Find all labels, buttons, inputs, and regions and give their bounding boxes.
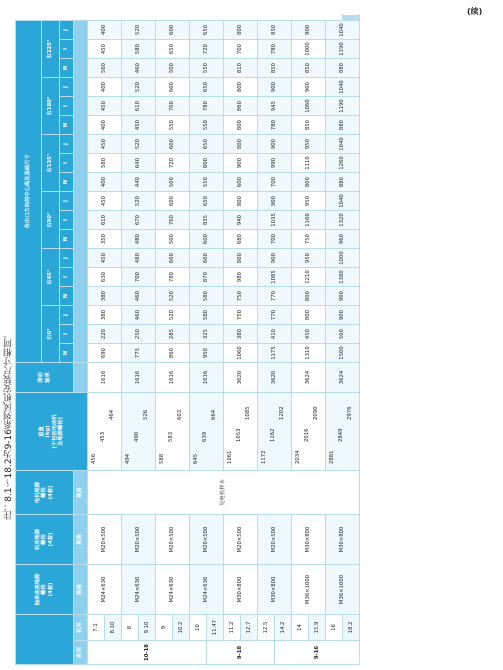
model-number: 10.2 (173, 615, 190, 641)
mass-value: 456 (91, 453, 97, 464)
dimension-value: 380 (88, 287, 122, 306)
rolling-bearing: 1616 (156, 363, 190, 393)
series-label: 10-18 (88, 641, 207, 665)
mass-value: 1061 (227, 450, 233, 464)
dimension-value: 750 (224, 306, 258, 325)
dimension-value: 900 (224, 154, 258, 173)
header-sub: N (60, 59, 74, 78)
dimension-value: 950 (292, 192, 326, 211)
dimension-value: 1040 (326, 20, 360, 39)
header-outlet-dimensions: 各出口方向的中心高及基础尺寸 (16, 20, 42, 362)
dimension-value: 1500 (326, 344, 360, 363)
mass-values (156, 393, 190, 471)
dimension-value: 500 (156, 230, 190, 249)
dimension-value: 520 (122, 78, 156, 97)
dimension-value: 600 (156, 20, 190, 39)
dimension-value: 610 (122, 97, 156, 116)
dimension-value: 520 (156, 306, 190, 325)
rolling-bearing: 1616 (122, 363, 156, 393)
bearing-bolt-spec: M24×630 (88, 565, 122, 615)
dimension-value: 750 (224, 287, 258, 306)
dimension-value: 1085 (258, 268, 292, 287)
dimension-value: 1040 (326, 135, 360, 154)
dimension-value: 630 (88, 268, 122, 287)
dimension-value: 670 (122, 211, 156, 230)
dimension-value: 600 (156, 78, 190, 97)
rolling-bearing: 3624 (326, 363, 360, 393)
table-row (88, 16, 105, 665)
fan-bolt-spec: M20×500 (156, 515, 190, 565)
dimension-value: 700 (258, 230, 292, 249)
fan-bolt-spec: M20×500 (122, 515, 156, 565)
dimension-value: 1260 (326, 154, 360, 173)
dimension-value: 560 (88, 59, 122, 78)
dimension-value: 1040 (326, 192, 360, 211)
rolling-bearing: 1616 (190, 363, 224, 393)
mass-values (88, 393, 122, 471)
dimension-value: 800 (224, 20, 258, 39)
dimension-value: 860 (156, 344, 190, 363)
dimension-value: 1320 (326, 211, 360, 230)
header-brg-blank (74, 363, 88, 393)
dimension-value: 850 (258, 59, 292, 78)
dimension-value: 600 (224, 173, 258, 192)
dimension-value: 1000 (292, 40, 326, 59)
dimension-value: 800 (190, 154, 224, 173)
dimension-value: 850 (292, 59, 326, 78)
fan-bolt-spec: M20×500 (190, 515, 224, 565)
dimension-value: 880 (326, 173, 360, 192)
dimension-value: 945 (258, 97, 292, 116)
dimension-value: 900 (326, 287, 360, 306)
model-number: 9 (156, 615, 173, 641)
mass-value: 2016 (304, 428, 310, 442)
dimension-value: 460 (122, 287, 156, 306)
dimension-value: 220 (88, 325, 122, 344)
mass-value: 2849 (338, 428, 344, 442)
dimension-value: 1035 (258, 211, 292, 230)
header-sub: J (60, 78, 74, 97)
dimension-value: 1175 (258, 344, 292, 363)
dimension-value: 990 (258, 154, 292, 173)
header-mass: 重量 (kg) (不包括电动机 及地脚螺栓) (16, 393, 88, 471)
dimension-value: 900 (292, 20, 326, 39)
dimension-value: 480 (122, 230, 156, 249)
fan-installation-table-rotated (15, 15, 495, 665)
mass-value: 1053 (236, 428, 242, 442)
dimension-value: 550 (190, 59, 224, 78)
table-row (122, 16, 139, 665)
mass-value: 494 (125, 453, 131, 464)
dimension-value: 450 (88, 249, 122, 268)
table-note: 注：8.1～18.2为9-16系列风机安装尺寸相同。 (4, 330, 14, 520)
dimension-value: 700 (258, 173, 292, 192)
model-number: 11.47 (207, 615, 224, 641)
dimension-value: 1060 (224, 344, 258, 363)
series-label: 9-16 (275, 641, 360, 665)
bearing-bolt-spec: M30×800 (258, 565, 292, 615)
dimension-value: 1310 (292, 344, 326, 363)
table-row (224, 16, 241, 665)
dimension-value: 400 (88, 173, 122, 192)
dimension-value: 600 (156, 192, 190, 211)
dimension-value: 520 (122, 192, 156, 211)
dimension-value: 775 (122, 344, 156, 363)
dimension-value: 500 (326, 325, 360, 344)
dimension-value: 600 (190, 249, 224, 268)
header-sub: N (60, 287, 74, 306)
dimension-value: 350 (88, 230, 122, 249)
mass-values (326, 393, 360, 471)
dimension-value: 650 (190, 135, 224, 154)
mass-value: 2881 (329, 450, 335, 464)
dimension-value: 700 (224, 40, 258, 59)
bearing-bolt-spec: M24×630 (122, 565, 156, 615)
dimension-value: 380 (224, 325, 258, 344)
mass-value: 1085 (245, 406, 251, 420)
dimension-value: 410 (258, 325, 292, 344)
dimension-value: 520 (122, 135, 156, 154)
fan-bolt-spec: M20×500 (224, 515, 258, 565)
dimension-value: 460 (122, 306, 156, 325)
model-number: 10 (190, 615, 207, 641)
dimension-value: 1040 (326, 78, 360, 97)
dimension-value: 700 (156, 97, 190, 116)
table-row (156, 16, 173, 665)
dimension-value: 750 (292, 230, 326, 249)
header-rolling-bearing: 滚动 轴承 (16, 363, 74, 393)
dimension-value: 870 (190, 268, 224, 287)
header-sub: N (60, 344, 74, 363)
dimension-value: 500 (156, 59, 190, 78)
table-row (258, 16, 275, 665)
dimension-value: 450 (292, 325, 326, 344)
fan-bolt-spec: M30×800 (326, 515, 360, 565)
dimension-value: 610 (88, 211, 122, 230)
dimension-value: 835 (190, 211, 224, 230)
dimension-value: 460 (122, 59, 156, 78)
dimension-value: 900 (326, 306, 360, 325)
dimension-value: 450 (88, 135, 122, 154)
header-fan-spec: 规格 (74, 515, 88, 565)
header-motor-bolt: 电机地脚 螺栓 (4套) (16, 471, 74, 515)
mass-values (122, 393, 156, 471)
continued-label: (续) (467, 7, 483, 16)
dimension-value: 780 (258, 40, 292, 59)
model-number: 12.5 (258, 615, 275, 641)
model-number: 8 (122, 615, 139, 641)
header-direction: 右180° (42, 78, 60, 135)
dimension-value: 950 (292, 135, 326, 154)
motor-bolt-note: 见电机样本 (88, 471, 360, 515)
table-row (190, 16, 207, 665)
fan-bolt-spec: M20×500 (88, 515, 122, 565)
mass-values (224, 393, 258, 471)
dimension-value: 600 (190, 230, 224, 249)
dimension-value: 500 (156, 173, 190, 192)
table-row (292, 16, 309, 665)
dimension-value: 960 (326, 230, 360, 249)
mass-values (292, 393, 326, 471)
header-direction: 右135° (42, 135, 60, 192)
header-dim-blank (74, 20, 88, 362)
dimension-value: 800 (292, 173, 326, 192)
model-number: 16 (326, 615, 343, 641)
dimension-value: 580 (88, 154, 122, 173)
header-direction: 右0° (42, 306, 60, 363)
dimension-value: 800 (292, 306, 326, 325)
header-model: 机号 (74, 615, 88, 641)
dimension-value: 680 (224, 230, 258, 249)
dimension-value: 850 (292, 116, 326, 135)
dimension-value: 325 (190, 325, 224, 344)
dimension-value: 600 (156, 249, 190, 268)
header-fan-bolt: 机壳地脚 螺栓 (4套) (16, 515, 74, 565)
mass-value: 453 (100, 431, 106, 442)
header-sub: J (60, 249, 74, 268)
dimension-value: 1110 (292, 154, 326, 173)
mass-value: 2034 (295, 450, 301, 464)
mass-values (258, 393, 292, 471)
dimension-value: 1380 (326, 268, 360, 287)
header-sub: I (60, 40, 74, 59)
bearing-bolt-spec: M36×1000 (292, 565, 326, 615)
header-sub: N (60, 116, 74, 135)
header-series-model (16, 615, 74, 665)
dimension-value: 810 (224, 59, 258, 78)
bearing-bolt-spec: M36×1000 (326, 565, 360, 615)
dimension-value: 880 (326, 59, 360, 78)
bearing-bolt-spec: M30×800 (224, 565, 258, 615)
fan-bolt-spec: M30×800 (292, 515, 326, 565)
dimension-value: 700 (122, 268, 156, 287)
model-number: 8.10 (105, 615, 122, 641)
dimension-value: 770 (258, 287, 292, 306)
mass-values (190, 393, 224, 471)
mass-value: 588 (159, 453, 165, 464)
dimension-value: 900 (258, 192, 292, 211)
dimension-value: 650 (190, 192, 224, 211)
mass-value: 2976 (347, 406, 353, 420)
dimension-value: 400 (88, 116, 122, 135)
fan-installation-table (15, 15, 360, 665)
dimension-value: 880 (326, 116, 360, 135)
model-number: 11.2 (224, 615, 241, 641)
model-number: 12.7 (241, 615, 258, 641)
mass-value: 645 (193, 453, 199, 464)
model-number: 7.1 (88, 615, 105, 641)
dimension-value: 850 (258, 20, 292, 39)
model-number: 14 (292, 615, 309, 641)
dimension-value: 860 (224, 97, 258, 116)
dimension-value: 450 (88, 192, 122, 211)
dimension-value: 1190 (326, 40, 360, 59)
dimension-value: 900 (292, 78, 326, 97)
dimension-value: 650 (156, 40, 190, 59)
dimension-value: 720 (156, 154, 190, 173)
dimension-value: 580 (190, 306, 224, 325)
series-label: 9-18 (207, 641, 275, 665)
header-motor-spec: 规格 (74, 471, 88, 515)
dimension-value: 440 (122, 173, 156, 192)
model-number: 18.2 (343, 615, 360, 641)
dimension-value: 600 (156, 135, 190, 154)
model-number: 15.9 (309, 615, 326, 641)
dimension-value: 400 (88, 78, 122, 97)
dimension-value: 520 (122, 20, 156, 39)
dimension-value: 550 (156, 116, 190, 135)
mass-value: 1202 (279, 406, 285, 420)
dimension-value: 940 (224, 211, 258, 230)
dimension-value: 900 (258, 135, 292, 154)
header-sub: J (60, 135, 74, 154)
bearing-bolt-spec: M24×630 (190, 565, 224, 615)
table-row (326, 16, 343, 665)
header-series: 系列 (74, 641, 88, 665)
dimension-value: 480 (122, 249, 156, 268)
dimension-value: 640 (122, 154, 156, 173)
header-sub: I (60, 268, 74, 287)
dimension-value: 1210 (292, 268, 326, 287)
mass-value: 464 (109, 409, 115, 420)
header-bearing-spec: 规格 (74, 565, 88, 615)
dimension-value: 780 (190, 97, 224, 116)
dimension-value: 800 (292, 287, 326, 306)
dimension-value: 760 (156, 211, 190, 230)
mass-value: 639 (202, 431, 208, 442)
rolling-bearing: 3620 (258, 363, 292, 393)
dimension-value: 400 (88, 20, 122, 39)
mass-value: 1162 (270, 428, 276, 442)
dimension-value: 770 (258, 306, 292, 325)
header-bearing-bolt: 轴承底座地脚 螺栓 (4套) (16, 565, 74, 615)
header-sub: I (60, 211, 74, 230)
dimension-value: 900 (258, 249, 292, 268)
dimension-value: 520 (156, 287, 190, 306)
header-sub: I (60, 97, 74, 116)
rolling-bearing: 3620 (224, 363, 258, 393)
dimension-value: 780 (258, 116, 292, 135)
dimension-value: 450 (88, 40, 122, 59)
dimension-value: 285 (156, 325, 190, 344)
dimension-value: 980 (224, 268, 258, 287)
dimension-value: 800 (224, 192, 258, 211)
dimension-value: 550 (190, 116, 224, 135)
mass-value: 603 (177, 409, 183, 420)
dimension-value: 1000 (326, 249, 360, 268)
header-sub: J (60, 306, 74, 325)
dimension-value: 800 (224, 78, 258, 97)
header-direction: 右45° (42, 249, 60, 306)
dimension-value: 580 (122, 40, 156, 59)
header-sub: J (60, 20, 74, 39)
fan-bolt-spec: M20×500 (258, 515, 292, 565)
header-direction: 右225° (42, 20, 60, 77)
dimension-value: 900 (258, 78, 292, 97)
dimension-value: 250 (122, 325, 156, 344)
dimension-value: 950 (292, 249, 326, 268)
dimension-value: 450 (88, 97, 122, 116)
mass-value: 2090 (313, 406, 319, 420)
model-number: 14.2 (275, 615, 292, 641)
header-sub: J (60, 192, 74, 211)
header-sub: I (60, 325, 74, 344)
mass-value: 490 (134, 431, 140, 442)
header-sub: N (60, 173, 74, 192)
model-number: 9.10 (139, 615, 156, 641)
dimension-value: 650 (190, 78, 224, 97)
rolling-bearing: 1616 (88, 363, 122, 393)
dimension-value: 800 (224, 249, 258, 268)
mass-value: 583 (168, 431, 174, 442)
dimension-value: 380 (88, 306, 122, 325)
header-direction: 右90° (42, 192, 60, 249)
dimension-value: 720 (190, 40, 224, 59)
dimension-value: 1160 (292, 211, 326, 230)
dimension-value: 580 (190, 287, 224, 306)
dimension-value: 950 (190, 344, 224, 363)
bearing-bolt-spec: M24×630 (156, 565, 190, 615)
mass-value: 664 (211, 409, 217, 420)
dimension-value: 1190 (326, 97, 360, 116)
dimension-value: 1060 (292, 97, 326, 116)
dimension-value: 800 (224, 135, 258, 154)
header-sub: I (60, 154, 74, 173)
dimension-value: 450 (122, 116, 156, 135)
dimension-value: 800 (224, 116, 258, 135)
dimension-value: 690 (88, 344, 122, 363)
dimension-value: 780 (156, 268, 190, 287)
mass-value: 526 (143, 409, 149, 420)
rolling-bearing: 3624 (292, 363, 326, 393)
mass-value: 1172 (261, 450, 267, 464)
dimension-value: 650 (190, 20, 224, 39)
dimension-value: 550 (190, 173, 224, 192)
header-sub: N (60, 230, 74, 249)
